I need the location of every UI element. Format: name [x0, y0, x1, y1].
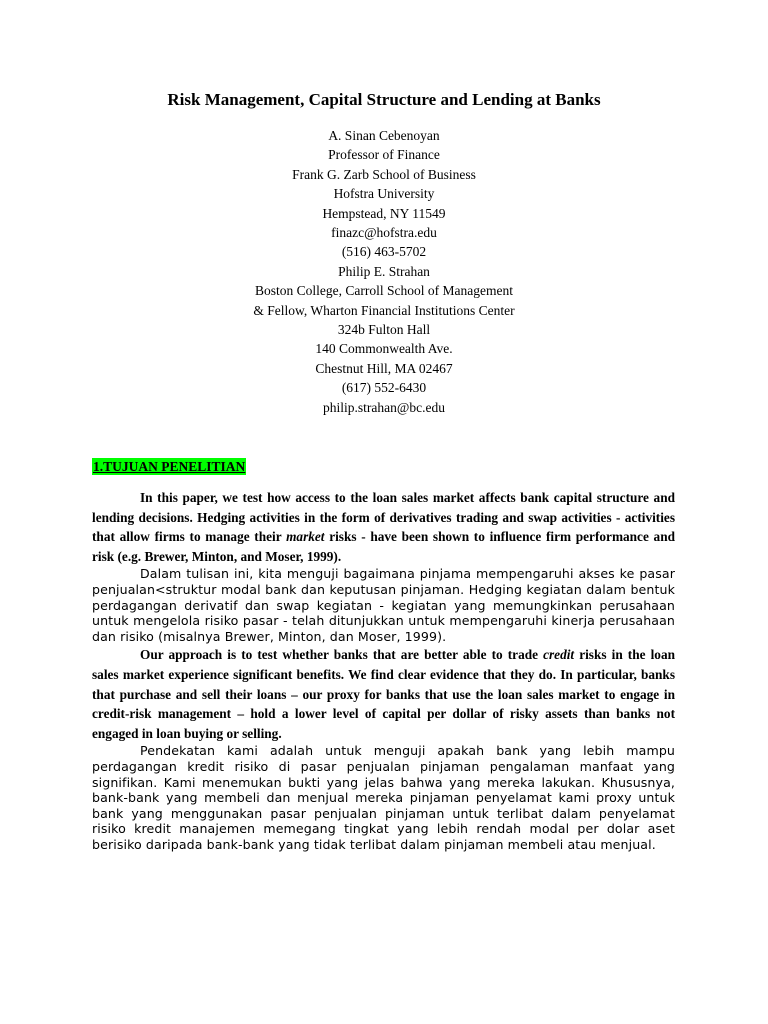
paragraph-indonesian-2: Pendekatan kami adalah untuk menguji apakah bank yang lebih mampu perdagangan kredit risiko di pasar penjualan pinjaman pengalaman manfaat yang signifikan. Kami menemukan bukti yang jelas bahwa yang mereka lakukan. Khususnya, bank-bank yang membeli dan menjual mereka pinjaman penyelamat kami proxy untuk bank yang menggunakan pasar penjualan pinjaman untuk terlibat dalam penyelamat risiko kredit manajemen memegang tingkat yang lebih rendah modal per dolar aset berisiko daripada bank-bank yang tidak terlibat dalam pinjaman membeli atau menjual. [92, 743, 675, 852]
author-line: 140 Commonwealth Ave. [315, 341, 453, 357]
emphasis: market [286, 529, 325, 545]
author-line: A. Sinan Cebenoyan [328, 128, 440, 143]
author-line: (516) 463-5702 [341, 244, 427, 260]
author-line: Hofstra University [333, 186, 435, 202]
emphasis: credit [543, 647, 575, 663]
author-block [0, 126, 768, 417]
author-line: Frank G. Zarb School of Business [292, 166, 476, 182]
paragraph-english-1: In this paper, we test how access to the loan sales market affects bank capital structure and lending decisions. Hedging activities in the form of derivatives trading and swap activities - activities that allow firms to manage their market risks - have been shown to influence firm performance and risk (e.g. Brewer, Minton, and Moser, 1999). [92, 490, 675, 564]
author-line: Boston College, Carroll School of Management [255, 283, 513, 299]
author-line: Professor of Finance [328, 147, 440, 163]
author-line: Philip E. Strahan [338, 263, 430, 279]
document-title: Risk Management, Capital Structure and Lending at Banks [167, 90, 601, 109]
author-line: (617) 552-6430 [341, 380, 427, 396]
author-line: 324b Fulton Hall [337, 322, 431, 338]
author-email: philip.strahan@bc.edu [323, 399, 445, 415]
author-line: Hempstead, NY 11549 [322, 205, 446, 221]
paragraph-english-2: Our approach is to test whether banks that are better able to trade credit risks in the loan sales market experience significant benefits. We find clear evidence that they do. In particular, banks that purchase and sell their loans – our proxy for banks that use the loan sales market to engage in credit-risk management – hold a lower level of capital per dollar of risky assets than banks not engaged in loan buying or selling. [92, 647, 675, 741]
author-line: & Fellow, Wharton Financial Institutions Center [253, 302, 515, 318]
paragraph-indonesian-1: Dalam tulisan ini, kita menguji bagaimana pinjama mempengaruhi akses ke pasar penjualan<struktur modal bank dan keputusan pinjaman. Hedging kegiatan dalam bentuk perdagangan derivatif dan swap kegiatan - kegiatan yang memungkinkan perusahaan untuk mengelola risiko pasar - telah ditunjukkan untuk mempengaruhi kinerja perusahaan dan risiko (misalnya Brewer, Minton, dan Moser, 1999). [92, 566, 675, 644]
author-line: Chestnut Hill, MA 02467 [315, 360, 453, 376]
author-email: finazc@hofstra.edu [331, 225, 437, 241]
section-heading: 1.TUJUAN PENELITIAN [93, 459, 246, 474]
document-body [92, 488, 675, 852]
